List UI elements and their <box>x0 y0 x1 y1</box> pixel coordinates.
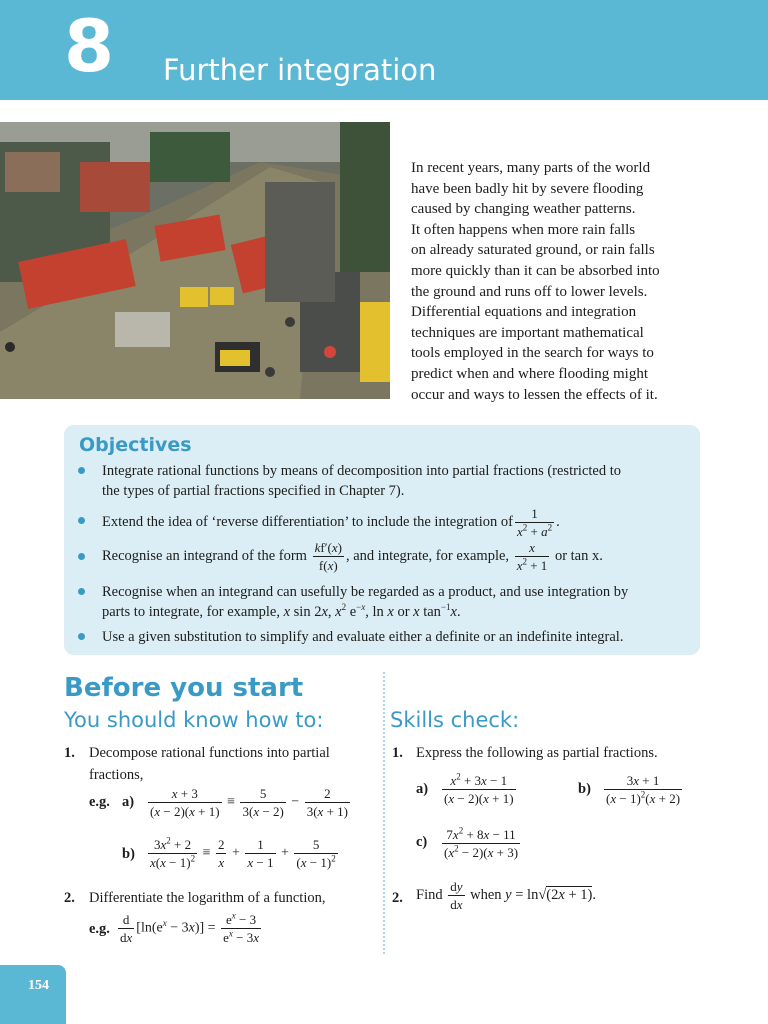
eg-label: e.g. <box>89 921 110 937</box>
intro-line: techniques are important mathematical <box>411 324 644 341</box>
intro-line: In recent years, many parts of the world <box>411 160 651 176</box>
eg-label: e.g. <box>89 794 110 810</box>
objective-item: Extend the idea of ‘reverse differentiation’ to include the integration of $\frac{1}{x^2 + a^2}$ . <box>102 507 560 538</box>
objective-text: Recognise when an integrand can usefully be regarded as a product, and use integration by <box>102 584 629 600</box>
flood-photo <box>0 122 390 399</box>
objective-text: Use a given substitution to simplify and evaluate either a definite or an indefinite integral. <box>102 629 624 645</box>
objective-text: parts to integrate, for example, <box>102 604 280 620</box>
question-line: fractions, <box>89 767 144 783</box>
objective-text: Integrate rational functions by means of decomposition into partial fractions (restricted to <box>102 463 622 479</box>
page-number: 154 <box>28 978 49 993</box>
math-expression: $\frac{3x^2 + 2}{x(x - 1)^2}$ ≡ $\frac{2}{x}$ + $\frac{1}{x - 1}$ + $\frac{5}{(x - 1)^2}$ <box>150 835 336 870</box>
fraction: $\frac{kf'(x)}{f(x)}$ <box>314 540 342 573</box>
math-expression: $\frac{x + 3}{(x - 2)(x + 1)}$ ≡ $\frac{5}{3(x - 2)}$ − $\frac{2}{3(x + 1)}$ <box>150 786 348 819</box>
math-expression: $\frac{d}{dx}$ $[\ln(e^x - 3x)]$ = $\frac{e^x - 3}{e^x - 3x}$ <box>120 910 259 945</box>
column-divider <box>383 672 385 954</box>
objective-text: or tan x. <box>554 547 603 564</box>
chapter-number: 8 <box>64 4 115 88</box>
fraction: $\frac{dy}{dx}$ <box>450 879 463 912</box>
bullet-icon <box>78 633 85 640</box>
intro-line: It often happens when more rain falls <box>411 221 636 238</box>
math-expression: $\frac{3x + 1}{(x - 1)^2(x + 2)}$ <box>606 773 681 806</box>
question-word: when <box>470 886 502 903</box>
objectives-box <box>64 425 700 655</box>
intro-line: caused by changing weather patterns. <box>411 201 636 218</box>
objective-item <box>102 627 623 647</box>
intro-line: Differential equations and integration <box>411 304 637 321</box>
question-number: 1. <box>64 745 75 761</box>
page-number-tab <box>0 965 66 1024</box>
math-expression: $\frac{x^2 + 3x - 1}{(x - 2)(x + 1)}$ <box>444 771 514 806</box>
objectives-title: Objectives <box>79 434 192 456</box>
question-text: Differentiate the logarithm of a function, <box>89 890 326 906</box>
chapter-title: Further integration <box>163 53 437 87</box>
objective-item <box>102 461 621 501</box>
intro-line: on already saturated ground, or rain falls <box>411 242 655 259</box>
intro-paragraph <box>411 158 711 405</box>
bullet-icon <box>78 553 85 560</box>
part-label: a) <box>416 781 429 797</box>
bullet-icon <box>78 467 85 474</box>
intro-line: predict when and where flooding might <box>411 365 649 382</box>
intro-line: tools employed in the search for ways to <box>411 345 654 362</box>
objective-text: Extend the idea of ‘reverse differentiation’ to include the integration of <box>102 513 513 530</box>
should-know-heading: You should know how to: <box>64 708 324 732</box>
objective-item <box>102 541 603 572</box>
objective-item: Recognise when an integrand can usefully be regarded as a product, and use integration by parts to integrate, for example, x sin 2x, $x^2$ $e^{-x}$, ln x or x $\tan^{-1}x$. <box>102 582 628 622</box>
bullet-icon <box>78 517 85 524</box>
math-expression: $\frac{7x^2 + 8x - 11}{(x^2 - 2)(x + 3)}$ <box>444 825 519 860</box>
bullet-icon <box>78 588 85 595</box>
intro-line: more quickly than it can be absorbed into <box>411 262 660 279</box>
question-text <box>89 742 330 786</box>
question-text: Express the following as partial fractions. <box>416 745 658 761</box>
part-label: b) <box>122 846 135 862</box>
question-number: 2. <box>392 890 403 906</box>
fraction: $\frac{1}{x^2 + a^2}$ <box>516 506 553 539</box>
question-word: Find <box>416 886 443 903</box>
question-number: 2. <box>64 890 75 906</box>
skills-check-heading: Skills check: <box>390 708 520 732</box>
intro-line: the ground and runs off to lower levels. <box>411 283 648 300</box>
part-label: b) <box>578 781 591 797</box>
objective-text: the types of partial fractions specified in Chapter 7). <box>102 483 405 499</box>
objective-text: Recognise an integrand of the form <box>102 547 307 564</box>
question-number: 1. <box>392 745 403 761</box>
intro-line: have been badly hit by severe flooding <box>411 180 644 197</box>
intro-line: occur and ways to lessen the effects of it. <box>411 386 658 403</box>
part-label: a) <box>122 794 135 810</box>
before-you-start-heading: Before you start <box>64 673 304 703</box>
part-label: c) <box>416 834 428 850</box>
objective-text: , and integrate, for example, <box>346 547 510 564</box>
fraction: $\frac{x}{x^2 + 1}$ <box>516 540 548 573</box>
question-line: Decompose rational functions into partial <box>89 745 330 761</box>
question-text: Find $\frac{dy}{dx}$ when y = ln√(2x + 1). <box>416 879 596 912</box>
